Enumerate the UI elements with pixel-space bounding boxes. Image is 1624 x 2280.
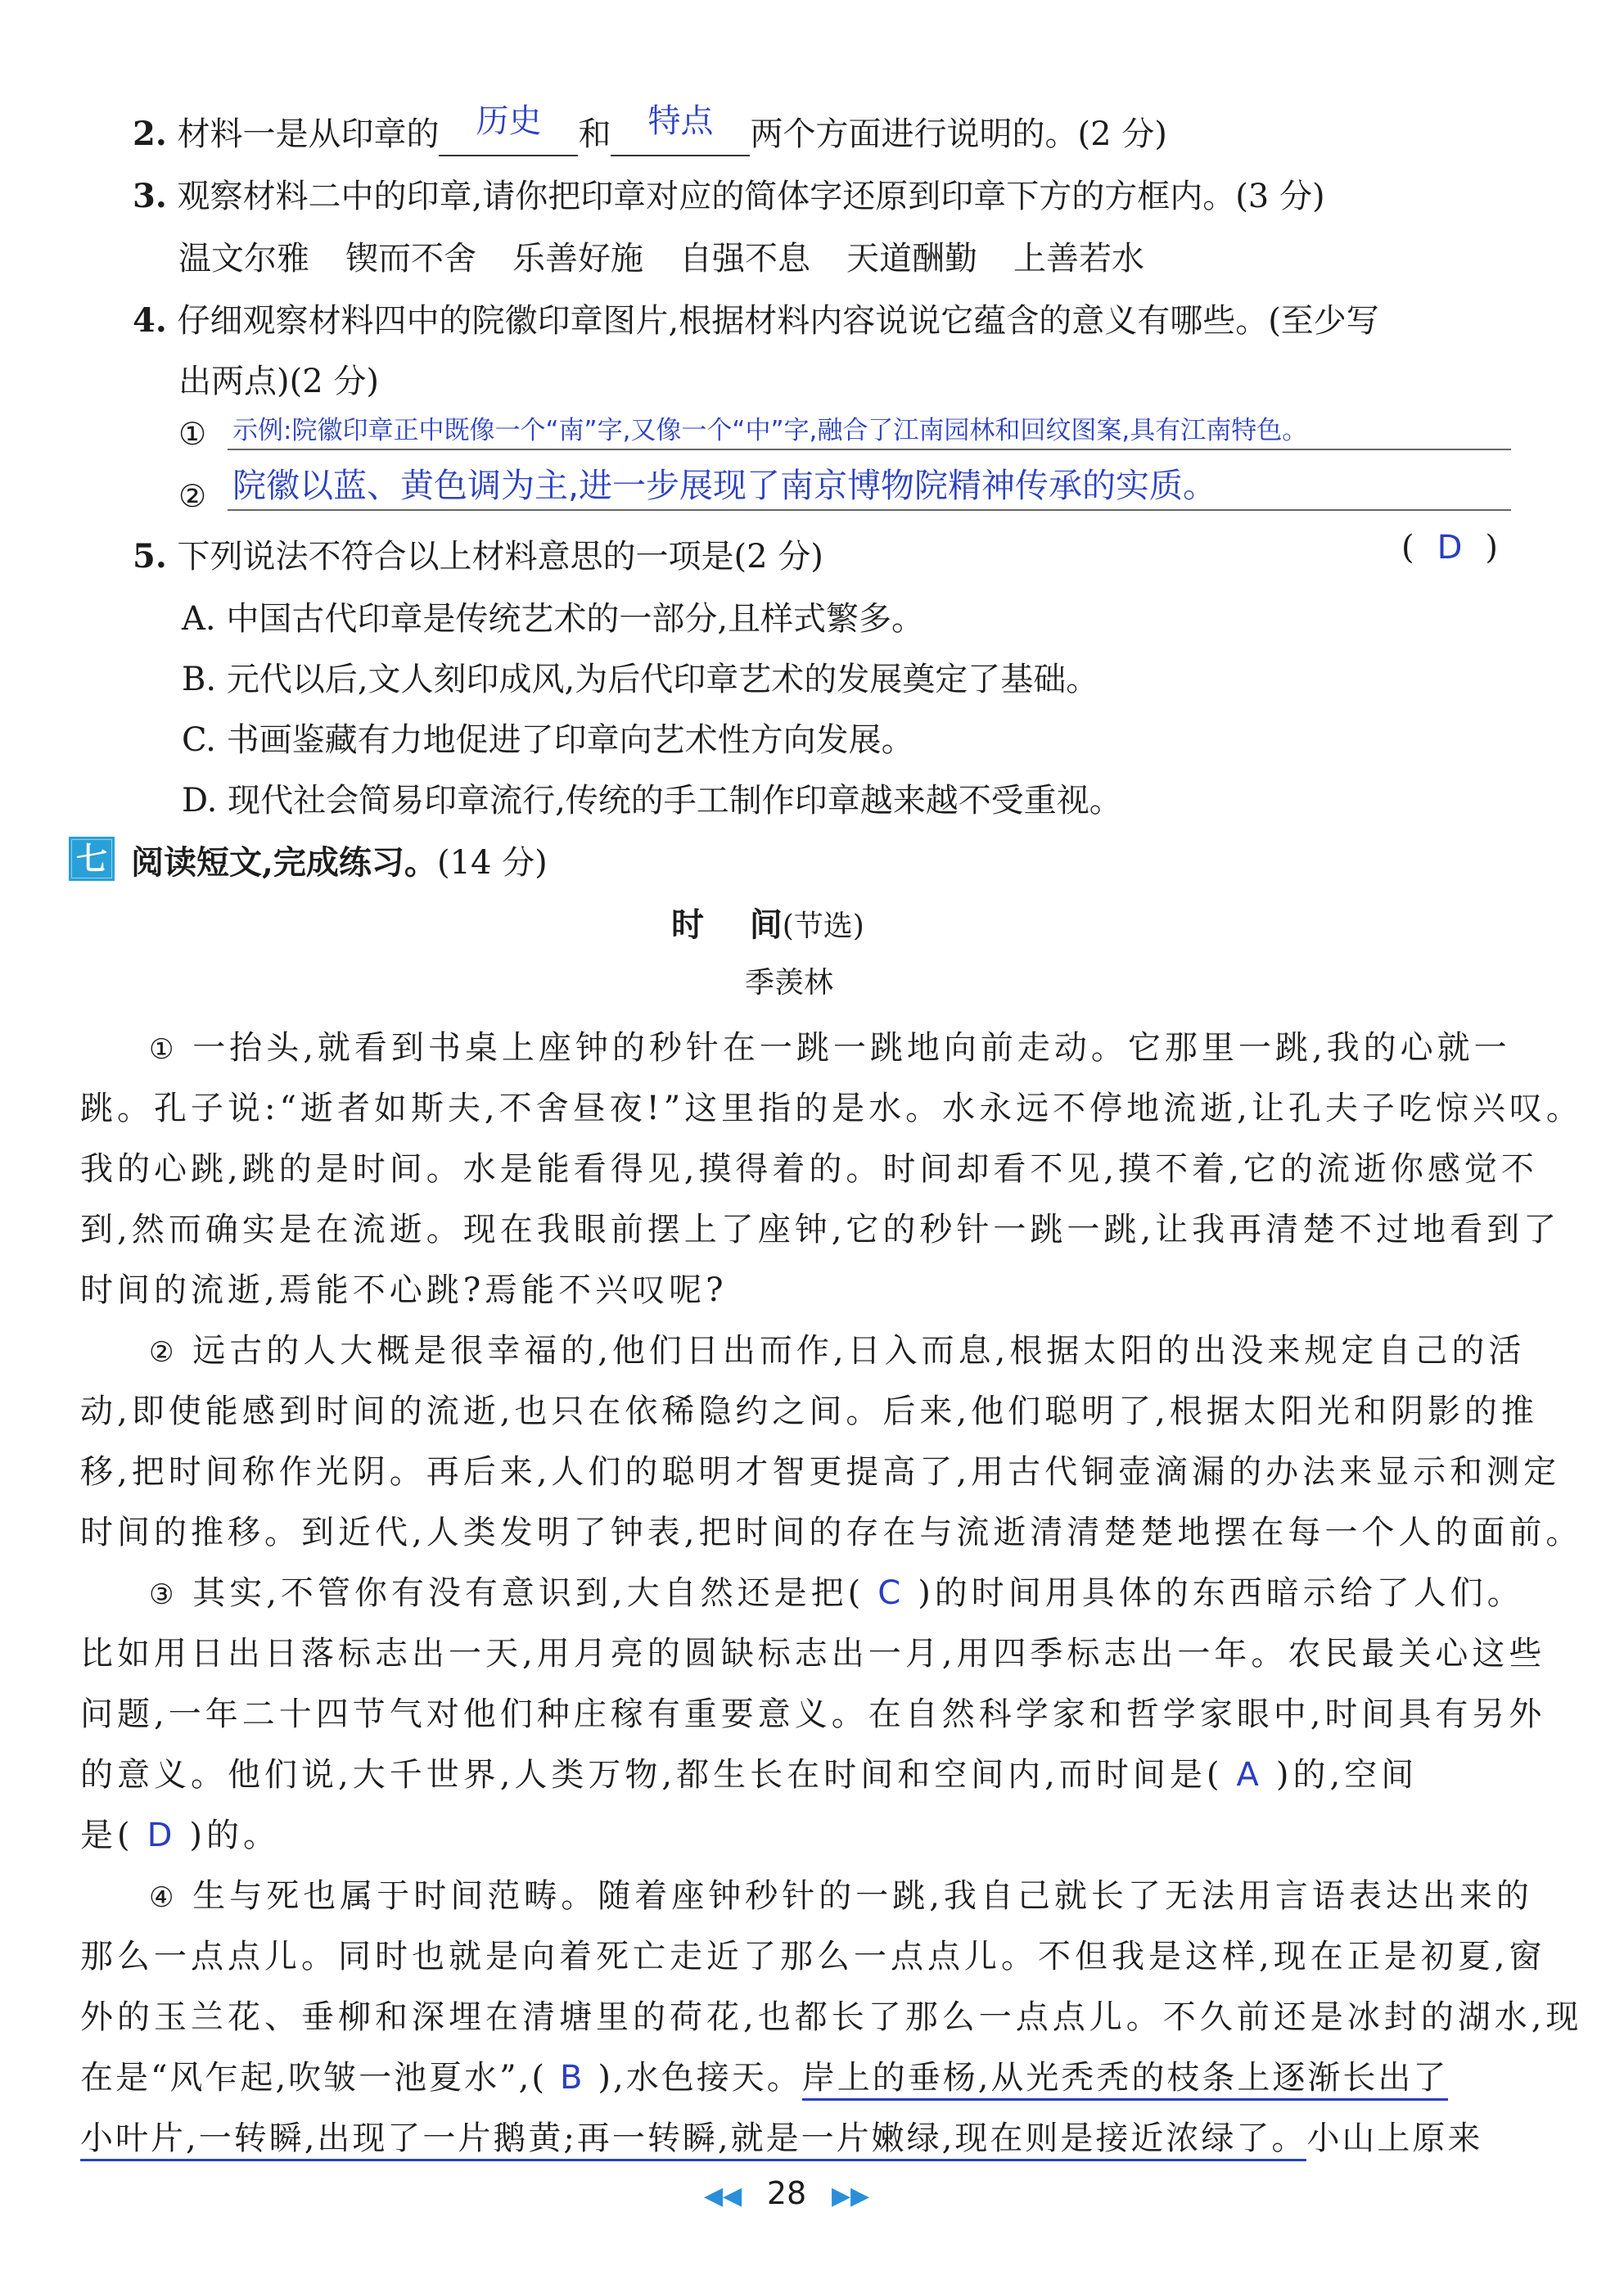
paragraph-2-line-1 xyxy=(149,1325,1525,1371)
passage-title-text: 时 间 xyxy=(671,906,783,944)
paragraph-text: )的。 xyxy=(189,1817,281,1854)
answer-blank xyxy=(611,102,750,156)
answer-blank xyxy=(439,102,578,156)
paragraph-4-line-2: 那么一点点儿。同时也就是向着死亡走近了那么一点点儿。不但我是这样,现在正是初夏,窗 xyxy=(80,1938,1546,1975)
answer-fill: D xyxy=(147,1817,177,1854)
section-title-text: 阅读短文,完成练习。 xyxy=(131,843,437,882)
paragraph-number: ① xyxy=(149,1033,178,1066)
answer-fill: A xyxy=(1236,1756,1263,1794)
answer-mark-1: ① xyxy=(178,416,207,452)
paragraph-3-line-1 xyxy=(149,1567,1524,1614)
answer-line-2: 院徽以蓝、黄色调为主,进一步展现了南京博物院精神传承的实质。 xyxy=(232,466,1217,505)
answer-fill: C xyxy=(877,1574,905,1612)
page-number: 28 xyxy=(766,2175,807,2211)
question-4 xyxy=(133,295,1379,341)
answer-line-1: 示例:院徽印章正中既像一个“南”字,又像一个“中”字,融合了江南园林和回纹图案,具有江南特色。 xyxy=(232,416,1308,445)
answer-rule xyxy=(228,509,1511,511)
answer-choice: D xyxy=(1437,529,1463,567)
question-text: 和 xyxy=(578,115,611,153)
passage-author: 季羡林 xyxy=(745,966,834,1000)
paragraph-2-line-3: 移,把时间称作光阴。再后来,人们的聪明才智更提高了,用古代铜壶滴漏的办法来显示和测定 xyxy=(80,1453,1561,1491)
paragraph-text: 的意义。他们说,大千世界,人类万物,都生长在时间和空间内,而时间是( xyxy=(80,1756,1224,1794)
option-text: 锲而不舍 xyxy=(345,240,476,278)
option-text: 上善若水 xyxy=(1013,240,1144,278)
paragraph-text: 生与死也属于时间范畴。随着座钟秒针的一跳,我自己就长了无法用言语表达出来的 xyxy=(192,1877,1533,1915)
paragraph-text: 其实,不管你有没有意识到,大自然还是把( xyxy=(192,1574,865,1612)
paragraph-1-line-1 xyxy=(149,1022,1511,1068)
paragraph-2-line-2: 动,即使能感到时间的流逝,也只在依稀隐约之间。后来,他们聪明了,根据太阳光和阴影的推 xyxy=(80,1393,1538,1430)
paragraph-number: ④ xyxy=(149,1881,178,1914)
question-5 xyxy=(133,530,823,577)
option-text: 天道酬勤 xyxy=(846,240,977,278)
question-number: 4. xyxy=(133,301,167,340)
paragraph-text: )的,空间 xyxy=(1275,1756,1419,1794)
question-number: 5. xyxy=(133,537,167,576)
section-title xyxy=(131,837,548,883)
question-text: 材料一是从印章的 xyxy=(177,115,440,153)
question-3 xyxy=(133,170,1325,217)
paragraph-number: ② xyxy=(149,1336,178,1369)
page-footer xyxy=(704,2174,869,2212)
paragraph-text: 一抬头,就看到书桌上座钟的秒针在一跳一跳地向前走动。它那里一跳,我的心就一 xyxy=(192,1029,1511,1067)
paragraph-1-line-5: 时间的流逝,焉能不心跳?焉能不兴叹呢? xyxy=(80,1271,728,1309)
paragraph-text: 在是“风乍起,吹皱一池夏水”,( xyxy=(80,2059,547,2097)
paragraph-text: 小山上原来 xyxy=(1306,2120,1483,2157)
option-a: A. 中国古代印章是传统艺术的一部分,且样式繁多。 xyxy=(182,600,925,638)
passage-title xyxy=(671,899,864,946)
seal-options xyxy=(178,233,1144,279)
section-score: (14 分) xyxy=(436,844,548,882)
prev-arrows-icon: ◀◀ xyxy=(704,2182,742,2210)
passage-note: (节选) xyxy=(782,910,864,943)
paragraph-text: 远古的人大概是很幸福的,他们日出而作,日入而息,根据太阳的出没来规定自己的活 xyxy=(192,1332,1526,1370)
section-badge: 七 xyxy=(69,837,115,881)
underlined-sentence: 小叶片,一转瞬,出现了一片鹅黄;再一转瞬,就是一片嫩绿,现在则是接近浓绿了。 xyxy=(80,2120,1306,2161)
option-c: C. 书画鉴藏有力地促进了印章向艺术性方向发展。 xyxy=(182,721,914,759)
paragraph-number: ③ xyxy=(149,1578,178,1611)
paragraph-4-line-1 xyxy=(149,1870,1533,1917)
paragraph-3-line-5 xyxy=(80,1809,280,1856)
paragraph-text: )的时间用具体的东西暗示给了人们。 xyxy=(918,1574,1524,1612)
question-4-cont: 出两点)(2 分) xyxy=(178,363,379,400)
answer-text: 历史 xyxy=(476,102,542,140)
underlined-sentence: 岸上的垂杨,从光秃秃的枝条上逐渐长出了 xyxy=(802,2059,1449,2101)
answer-fill: B xyxy=(559,2059,585,2097)
option-text: 乐善好施 xyxy=(512,240,643,278)
paragraph-text: ),水色接天。 xyxy=(598,2059,802,2097)
paragraph-4-line-5 xyxy=(80,2112,1482,2159)
paragraph-3-line-3: 问题,一年二十四节气对他们种庄稼有重要意义。在自然科学家和哲学家眼中,时间具有另外 xyxy=(80,1695,1546,1733)
paragraph-1-line-4: 到,然而确实是在流逝。现在我眼前摆上了座钟,它的秒针一跳一跳,让我再清楚不过地看到了 xyxy=(80,1211,1561,1248)
question-text: 两个方面进行说明的。(2 分) xyxy=(750,115,1167,153)
paragraph-4-line-3: 外的玉兰花、垂柳和深埋在清塘里的荷花,也都长了那么一点点儿。不久前还是冰封的湖水,现 xyxy=(80,1998,1583,2036)
question-text: 观察材料二中的印章,请你把印章对应的简体字还原到印章下方的方框内。(3 分) xyxy=(177,178,1325,215)
question-2 xyxy=(133,102,1167,156)
question-number: 2. xyxy=(133,115,167,153)
answer-bracket: ( D ) xyxy=(1401,529,1499,567)
answer-rule xyxy=(228,449,1511,450)
paragraph-4-line-4 xyxy=(80,2052,1448,2098)
option-d: D. 现代社会简易印章流行,传统的手工制作印章越来越不受重视。 xyxy=(182,782,1122,819)
option-text: 自强不息 xyxy=(679,240,810,278)
option-b: B. 元代以后,文人刻印成风,为后代印章艺术的发展奠定了基础。 xyxy=(182,661,1099,698)
next-arrows-icon: ▶▶ xyxy=(831,2182,870,2210)
paragraph-3-line-2: 比如用日出日落标志出一天,用月亮的圆缺标志出一月,用四季标志出一年。农民最关心这些 xyxy=(80,1635,1546,1673)
option-text: 温文尔雅 xyxy=(178,240,309,278)
question-text: 下列说法不符合以上材料意思的一项是(2 分) xyxy=(177,538,823,576)
paragraph-1-line-2: 跳。孔子说:“逝者如斯夫,不舍昼夜!”这里指的是水。水永远不停地流逝,让孔夫子吃惊兴叹。 xyxy=(80,1090,1583,1127)
question-text: 仔细观察材料四中的院徽印章图片,根据材料内容说说它蕴含的意义有哪些。(至少写 xyxy=(177,302,1379,340)
question-number: 3. xyxy=(133,177,167,215)
answer-mark-2: ② xyxy=(178,478,207,514)
answer-text: 特点 xyxy=(647,102,714,140)
paragraph-1-line-3: 我的心跳,跳的是时间。水是能看得见,摸得着的。时间却看不见,摸不着,它的流逝你感觉不 xyxy=(80,1150,1538,1188)
paragraph-text: 是( xyxy=(80,1817,134,1854)
paragraph-3-line-4 xyxy=(80,1749,1418,1795)
paragraph-2-line-4: 时间的推移。到近代,人类发明了钟表,把时间的存在与流逝清清楚楚地摆在每一个人的面前。 xyxy=(80,1514,1583,1551)
